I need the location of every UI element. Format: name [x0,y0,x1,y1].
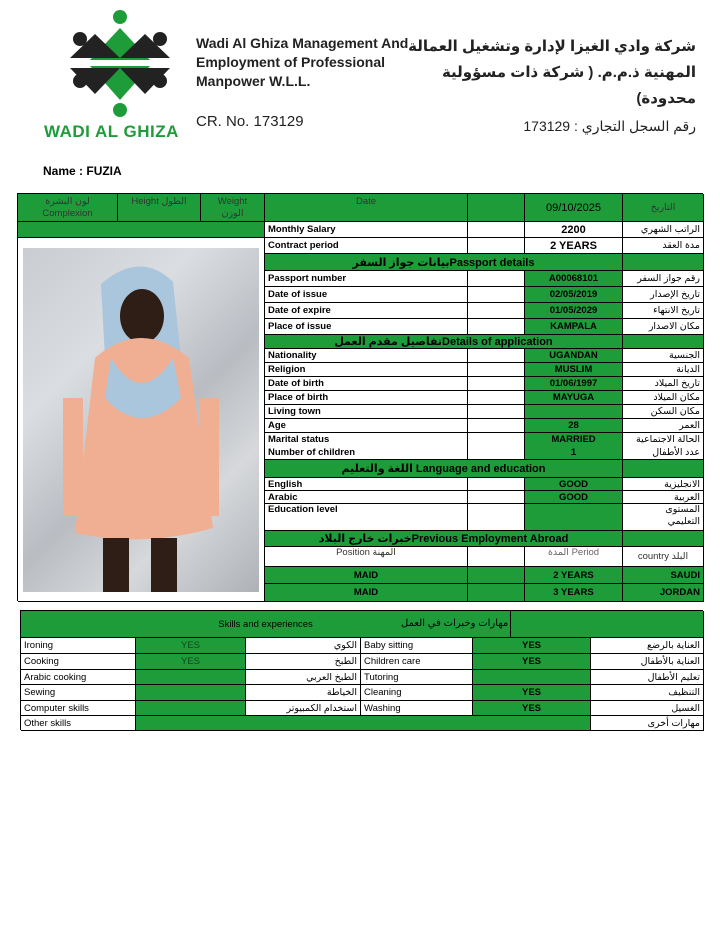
application-row-ar: مكان السكن [623,405,704,419]
complexion-ar: لون البشرة [45,195,90,207]
skill-right-value: YES [473,638,591,654]
abroad-period: 2 YEARS [525,567,623,584]
application-section-title: تفاصيل مقدم العملDetails of application [265,335,623,349]
abroad-country: SAUDI [623,567,704,584]
application-row-label: Marital status [265,433,468,447]
skill-left-ar: استخدام الكمبيوتر [246,701,361,716]
skills-table [20,610,703,730]
language-row-value: GOOD [525,491,623,504]
skill-right-ar: العناية بالرضع [591,638,704,654]
skills-title-en: Skills and experiences [218,618,313,630]
passport-row-ar: مكان الاصدار [623,319,704,335]
cr-number-en: CR. No. 173129 [196,113,304,130]
language-row-ar: العربية [623,491,704,504]
language-row-blank [468,478,525,491]
salary-ar: الراتب الشهري [623,222,704,238]
date-label-cell [265,194,468,222]
contract-period-ar: مدة العقد [623,238,704,254]
skill-left-label: Sewing [21,685,136,701]
left-strip [18,222,265,238]
skill-right-ar: الغسيل [591,701,704,716]
company-name-line: Employment of Professional [196,54,386,70]
company-name-ar [408,34,696,112]
salary-blank [468,222,525,238]
company-name-ar-line: المهنية ذ.م.م. ( شركة ذات مسؤولية [441,64,696,81]
application-row-ar: الجنسية [623,349,704,363]
application-title-blank [623,335,704,349]
education-label: Education level [265,504,468,531]
application-row-blank [468,349,525,363]
passport-row-label: Place of issue [265,319,468,335]
logo-icon [40,6,200,121]
skills-title-right [511,611,704,638]
contract-blank [468,238,525,254]
company-name-ar-line: شركة وادي الغيزا لإدارة وتشغيل العمالة [408,38,696,55]
education-value [525,504,623,531]
passport-row-blank [468,287,525,303]
candidate-photo [23,248,259,592]
passport-row-blank [468,271,525,287]
application-row-label: Living town [265,405,468,419]
skill-left-value: YES [136,654,246,670]
application-row-ar: مكان الميلاد [623,391,704,405]
application-row-value: 28 [525,419,623,433]
other-skills-label: Other skills [21,716,136,731]
application-row-blank [468,433,525,447]
language-row-ar: الانجليزية [623,478,704,491]
skill-right-label: Washing [361,701,473,716]
passport-row-blank [468,319,525,335]
application-row-ar: تاريخ الميلاد [623,377,704,391]
education-ar-cell [623,504,704,531]
application-row-blank [468,405,525,419]
skill-right-label: Children care [361,654,473,670]
skill-left-label: Arabic cooking [21,670,136,685]
skill-right-ar: التنظيف [591,685,704,701]
skill-right-label: Cleaning [361,685,473,701]
application-row-ar: الحالة الاجتماعية [623,433,704,447]
passport-row-ar: تاريخ الانتهاء [623,303,704,319]
logo-text: WADI AL GHIZA [44,122,179,141]
skill-left-ar: الخياطة [246,685,361,701]
weight-en: Weight [217,195,248,207]
abroad-section-title: خبرات خارج البلادPrevious Employment Abroad [265,531,623,547]
skill-left-ar: الطبخ [246,654,361,670]
skill-right-label: Tutoring [361,670,473,685]
skill-left-value [136,685,246,701]
salary-value: 2200 [525,222,623,238]
language-title-blank [623,460,704,478]
abroad-period-header: المدة Period [525,547,623,567]
skill-right-value [473,670,591,685]
skill-right-value: YES [473,654,591,670]
date-ar: التاريخ [650,202,676,213]
contract-period-value: 2 YEARS [525,238,623,254]
height-label: Height الطول [131,196,187,207]
candidate-name [43,164,122,178]
application-row-value: MAYUGA [525,391,623,405]
photo-frame [18,238,265,602]
passport-row-ar: تاريخ الإصدار [623,287,704,303]
company-name-line: Wadi Al Ghiza Management And [196,35,409,51]
skill-left-ar: الطبخ العربي [246,670,361,685]
abroad-blank [468,584,525,602]
cr-number-ar: رقم السجل التجاري : 173129 [523,118,696,134]
salary-label: Monthly Salary [265,222,468,238]
application-row-label: Nationality [265,349,468,363]
application-row-value: MUSLIM [525,363,623,377]
skill-left-label: Cooking [21,654,136,670]
application-row-value: 01/06/1997 [525,377,623,391]
skill-right-value: YES [473,685,591,701]
skill-left-label: Computer skills [21,701,136,716]
company-name-en [196,34,408,91]
abroad-position: MAID [265,584,468,602]
application-row-label: Place of birth [265,391,468,405]
company-logo [40,6,200,146]
abroad-blank [468,567,525,584]
passport-row-value: 01/05/2029 [525,303,623,319]
skills-title-ar: مهارات وخبرات في العمل [401,618,509,629]
height-cell [118,194,201,222]
skill-left-ar: الكوي [246,638,361,654]
passport-row-label: Passport number [265,271,468,287]
name-label: Name : [43,164,84,178]
skill-left-value [136,701,246,716]
application-row-blank [468,363,525,377]
application-row-blank [468,377,525,391]
application-row-ar: العمر [623,419,704,433]
skill-right-ar: العناية بالأطفال [591,654,704,670]
education-ar-line: التعليمي [667,516,700,527]
passport-row-value: KAMPALA [525,319,623,335]
date-value: 09/10/2025 [545,201,602,214]
passport-row-value: A00068101 [525,271,623,287]
application-row-blank [468,391,525,405]
passport-row-ar: رقم جواز السفر [623,271,704,287]
abroad-title-blank [623,531,704,547]
abroad-country: JORDAN [623,584,704,602]
name-value: FUZIA [86,164,122,178]
skill-left-label: Ironing [21,638,136,654]
application-row-blank [468,446,525,460]
other-skills-ar: مهارات أخرى [591,716,704,731]
abroad-period: 3 YEARS [525,584,623,602]
application-row-value: UGANDAN [525,349,623,363]
application-row-label: Religion [265,363,468,377]
contract-period-label: Contract period [265,238,468,254]
complexion-en: Complexion [42,207,93,219]
application-row-value: 1 [525,446,623,460]
other-skills-value [136,716,591,731]
skill-left-value: YES [136,638,246,654]
application-row-value: MARRIED [525,433,623,447]
abroad-header-blank [468,547,525,567]
date-value-cell [525,194,623,222]
language-row-value: GOOD [525,478,623,491]
language-row-blank [468,491,525,504]
date-ar-cell [623,194,704,222]
education-ar-line: المستوى [665,504,700,515]
passport-row-blank [468,303,525,319]
application-row-ar: عدد الأطفال [623,446,704,460]
passport-row-label: Date of expire [265,303,468,319]
passport-row-value: 02/05/2019 [525,287,623,303]
company-name-ar-line: محدودة) [636,90,696,107]
passport-section-title: بيانات جواز السفرPassport details [265,254,623,271]
language-row-label: English [265,478,468,491]
skill-right-ar: تعليم الأطفال [591,670,704,685]
abroad-position: MAID [265,567,468,584]
language-row-label: Arabic [265,491,468,504]
blank-cell [468,194,525,222]
application-row-blank [468,419,525,433]
company-name-line: Manpower W.L.L. [196,73,311,89]
application-row-label: Age [265,419,468,433]
skill-left-value [136,670,246,685]
complexion-cell [18,194,118,222]
application-row-label: Date of birth [265,377,468,391]
abroad-position-header: Position المهنة [265,547,468,567]
skill-right-value: YES [473,701,591,716]
date-label: Date [355,196,377,207]
application-row-label: Number of children [265,446,468,460]
main-table [17,193,703,601]
education-blank [468,504,525,531]
weight-ar: الوزن [221,207,244,219]
application-row-value [525,405,623,419]
weight-cell [201,194,265,222]
skill-right-label: Baby sitting [361,638,473,654]
language-section-title: اللغة والتعليم Language and education [265,460,623,478]
abroad-country-header: country البلد [623,547,704,567]
application-row-ar: الديانة [623,363,704,377]
person-silhouette-icon [23,248,259,592]
passport-title-blank [623,254,704,271]
passport-row-label: Date of issue [265,287,468,303]
